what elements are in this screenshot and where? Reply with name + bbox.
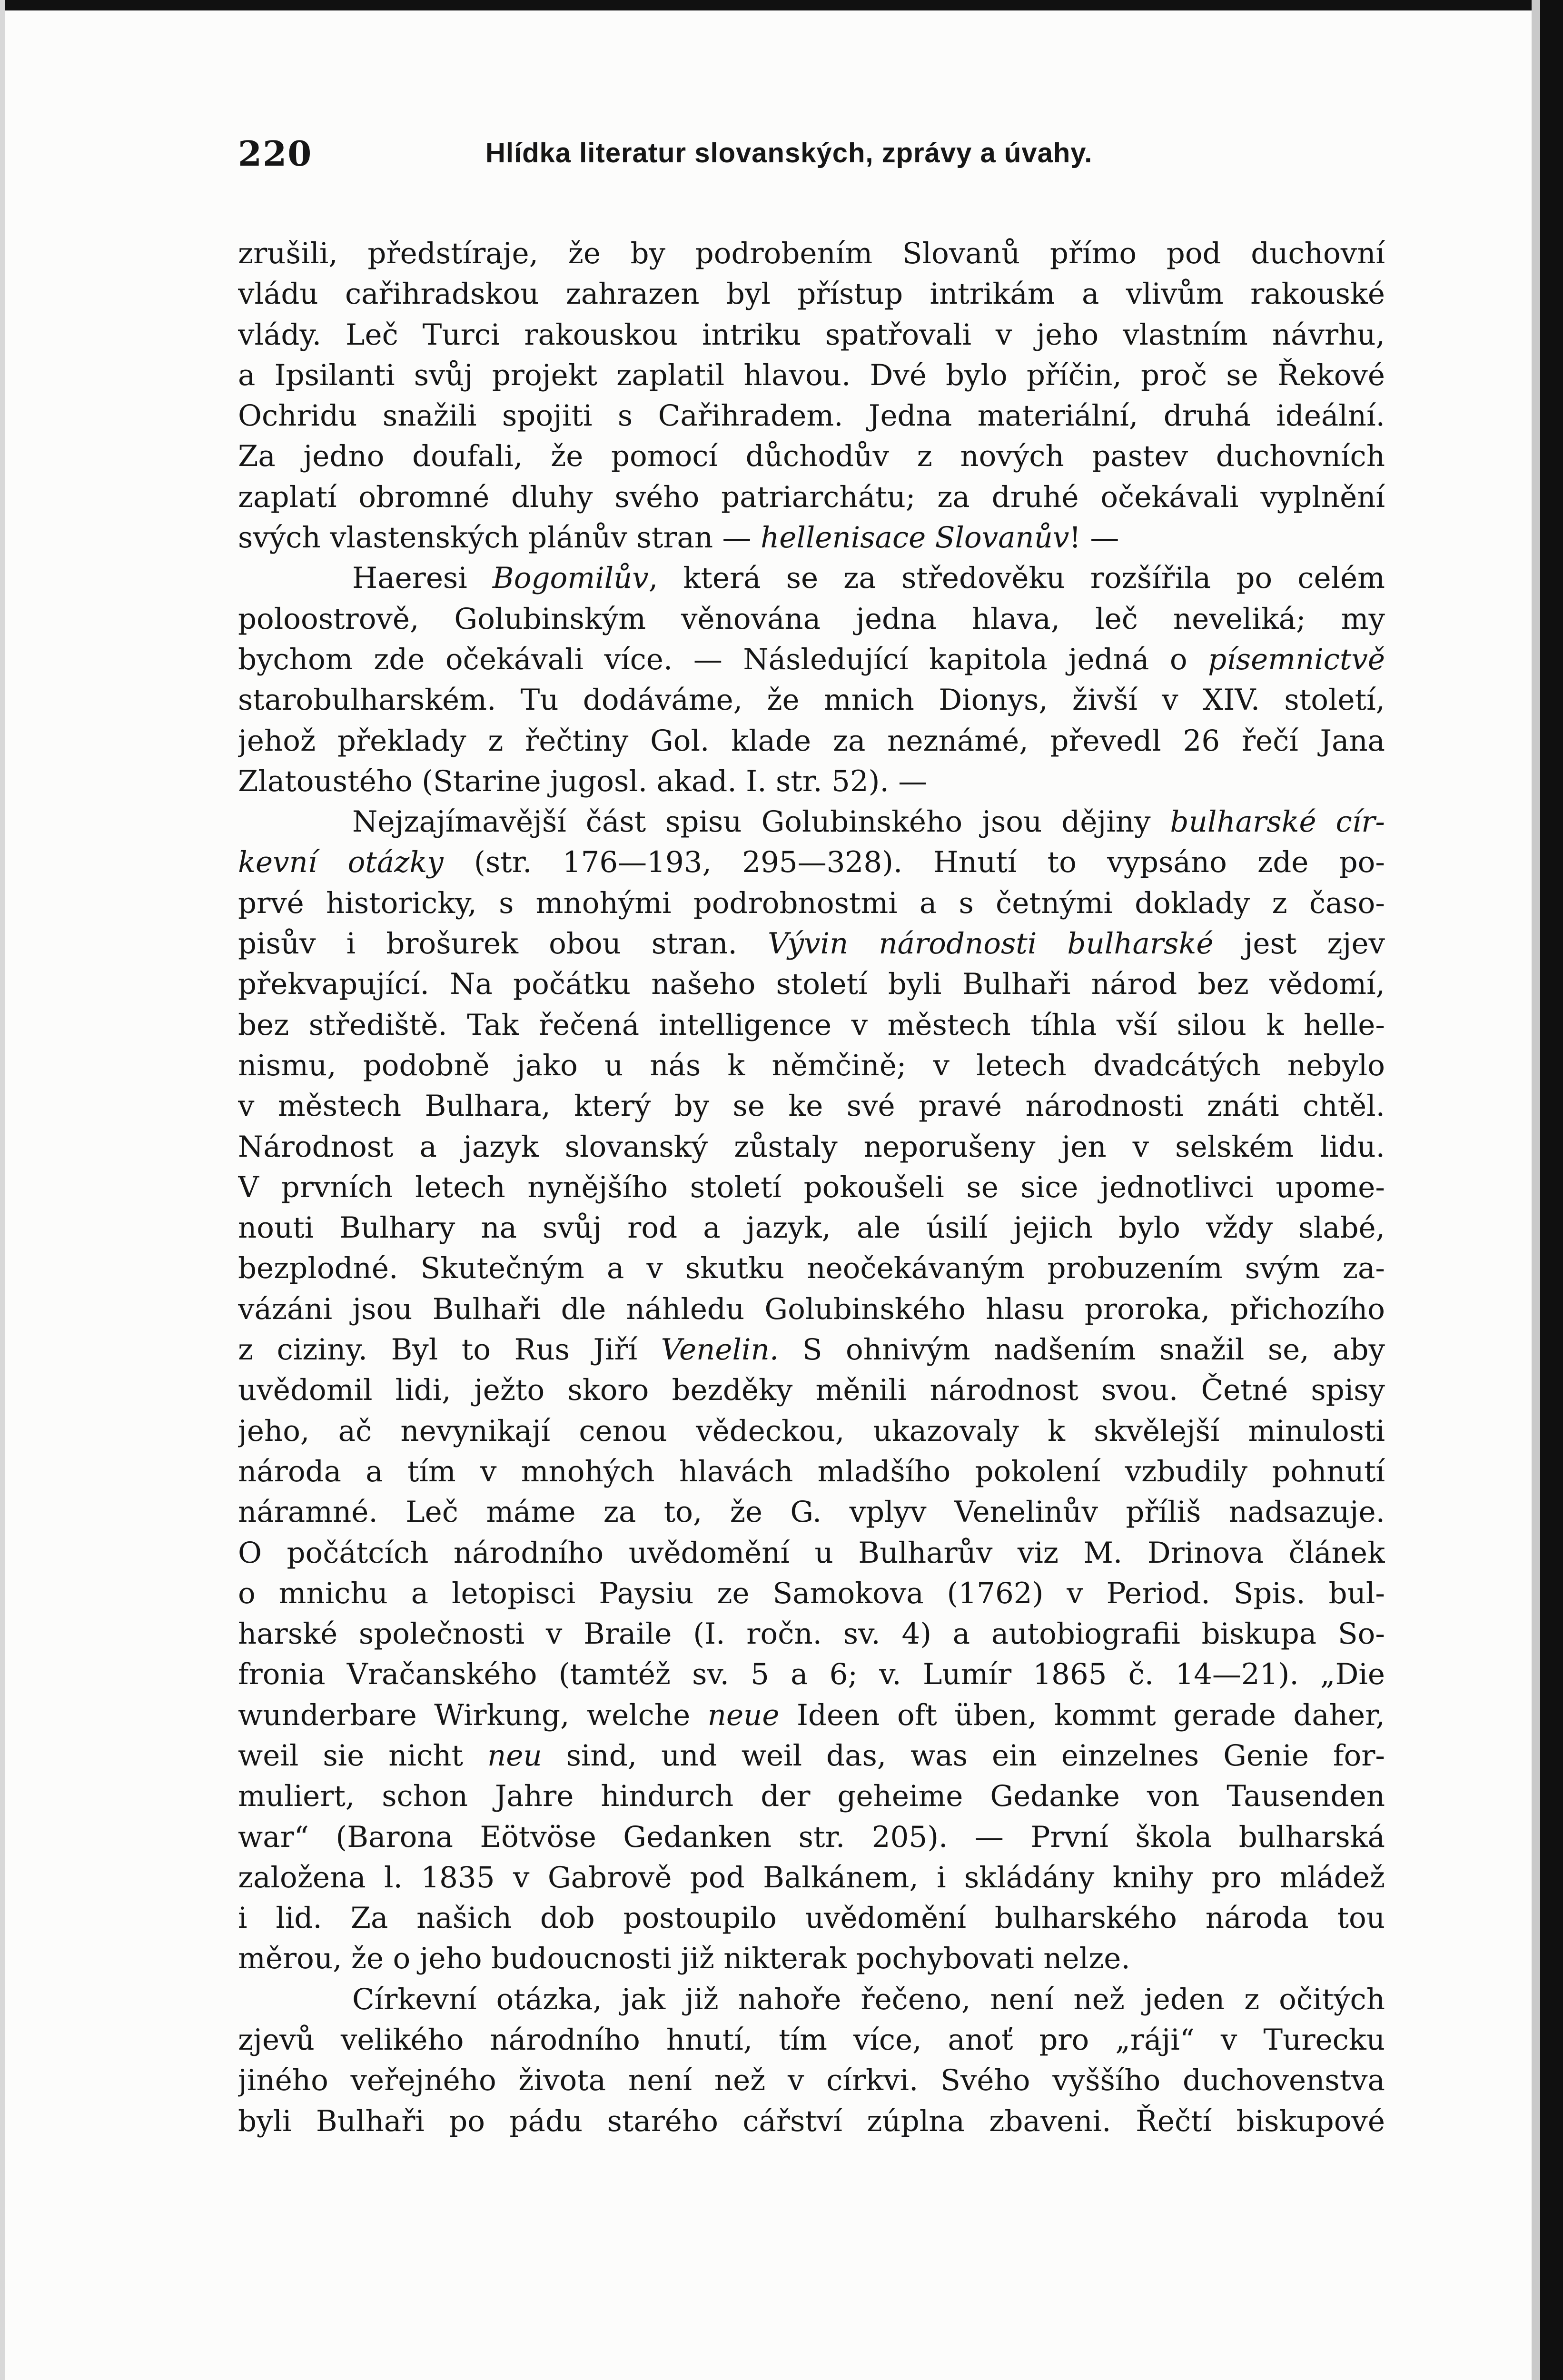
text-line: i lid. Za našich dob postoupilo uvědomění bulharského národa tou xyxy=(238,1901,1385,1935)
italic-phrase: kevní otázky xyxy=(238,845,444,880)
text-line: Národnost a jazyk slovanský zůstaly neporušeny jen v selském lidu. xyxy=(238,1130,1385,1164)
text-line: vládu cařihradskou zahrazen byl přístup intrikám a vlivům rakouské xyxy=(238,277,1385,311)
text-line: v městech Bulhara, který by se ke své pravé národnosti znáti chtěl. xyxy=(238,1089,1385,1123)
text-line: nismu, podobně jako u nás k němčině; v letech dvadcátých nebylo xyxy=(238,1048,1385,1082)
italic-phrase: Bogomilův xyxy=(492,561,649,595)
text-line: z ciziny. Byl to Rus Jiří Venelin. S ohnivým nadšením snažil se, aby xyxy=(238,1333,1385,1367)
italic-phrase: hellenisace Slovanův xyxy=(760,521,1069,555)
text-line: založena l. 1835 v Gabrově pod Balkánem, i skládány knihy pro mládež xyxy=(238,1860,1385,1894)
text-line: starobulharském. Tu dodáváme, že mnich Dionys, živší v XIV. století, xyxy=(238,683,1385,717)
text-line: jiného veřejného života není než v církvi. Svého vyššího duchovenstva xyxy=(238,2063,1385,2098)
italic-phrase: Venelin. xyxy=(661,1333,779,1367)
text-line: národa a tím v mnohých hlavách mladšího pokolení vzbudily pohnutí xyxy=(238,1454,1385,1488)
running-title: Hlídka literatur slovanských, zprávy a úvahy. xyxy=(485,138,1093,169)
scan-edge-top xyxy=(0,0,1563,10)
text-line: bezplodné. Skutečným a v skutku neočekávaným probuzením svým za- xyxy=(238,1251,1385,1286)
italic-phrase: bulharské cír- xyxy=(1170,805,1385,839)
text-line: zrušili, předstíraje, že by podrobením Slovanů přímo pod duchovní xyxy=(238,237,1385,270)
text-line: uvědomil lidi, ježto skoro bezděky měnili národnost svou. Četné spisy xyxy=(238,1373,1385,1408)
text-line: prvé historicky, s mnohými podrobnostmi a s četnými doklady z časo- xyxy=(238,886,1385,920)
text-line: Haeresi Bogomilův, která se za středověku rozšířila po celém xyxy=(352,561,1385,595)
text-line: byli Bulhaři po pádu starého cářství zúplna zbaveni. Řečtí biskupové xyxy=(238,2104,1385,2138)
text-line: Církevní otázka, jak již nahoře řečeno, není než jeden z očitých xyxy=(352,1982,1385,2016)
text-line: vázáni jsou Bulhaři dle náhledu Golubinského hlasu proroka, přichozího xyxy=(238,1292,1385,1326)
text-line: poloostrově, Golubinským věnována jedna hlava, leč neveliká; my xyxy=(238,602,1385,636)
text-line: náramné. Leč máme za to, že G. vplyv Venelinův příliš nadsazuje. xyxy=(238,1495,1385,1529)
text-line: Ochridu snažili spojiti s Cařihradem. Jedna materiální, druhá ideální. xyxy=(238,399,1385,433)
text-line: Zlatoustého (Starine jugosl. akad. I. str. 52). — xyxy=(238,764,928,798)
scan-edge-left xyxy=(0,0,5,2380)
text-line: Za jedno doufali, že pomocí důchodův z nových pastev duchovních xyxy=(238,439,1385,474)
page-number: 220 xyxy=(238,133,313,174)
text-line: fronia Vračanského (tamtéž sv. 5 a 6; v. Lumír 1865 č. 14—21). „Die xyxy=(238,1657,1385,1692)
text-line: harské společnosti v Braile (I. ročn. sv. 4) a autobiografii biskupa So- xyxy=(238,1617,1385,1651)
text-line: zjevů velikého národního hnutí, tím více, anoť pro „ráji“ v Turecku xyxy=(238,2023,1385,2057)
body-text xyxy=(238,233,1385,2142)
italic-phrase: Vývin národnosti bulharské xyxy=(768,927,1214,961)
italic-phrase: neue xyxy=(707,1698,780,1732)
text-line: vlády. Leč Turci rakouskou intriku spatřovali v jeho vlastním návrhu, xyxy=(238,317,1385,352)
italic-phrase: neu xyxy=(487,1738,542,1773)
text-line: svých vlastenských plánův stran — hellenisace Slovanův! — xyxy=(238,521,1119,555)
text-line: bez střediště. Tak řečená intelligence v městech tíhla vší silou k helle- xyxy=(238,1008,1385,1042)
text-line: kevní otázky (str. 176—193, 295—328). Hnutí to vypsáno zde po- xyxy=(238,845,1385,880)
text-line: Nejzajímavější část spisu Golubinského jsou dějiny bulharské cír- xyxy=(352,805,1385,839)
text-line: měrou, že o jeho budoucnosti již nikterak pochybovati nelze. xyxy=(238,1942,1130,1976)
text-line: O počátcích národního uvědomění u Bulharův viz M. Drinova článek xyxy=(238,1536,1385,1570)
text-line: V prvních letech nynějšího století pokoušeli se sice jednotlivci upome- xyxy=(238,1170,1385,1204)
text-line: a Ipsilanti svůj projekt zaplatil hlavou. Dvé bylo příčin, proč se Řekové xyxy=(238,358,1385,392)
scan-edge-right xyxy=(1540,0,1563,2380)
text-line: war“ (Barona Eötvöse Gedanken str. 205). — První škola bulharská xyxy=(238,1820,1385,1854)
text-line: pisův i brošurek obou stran. Vývin národnosti bulharské jest zjev xyxy=(238,927,1385,961)
text-line: překvapující. Na počátku našeho století byli Bulhaři národ bez vědomí, xyxy=(238,967,1385,1002)
text-line: zaplatí obromné dluhy svého patriarchátu; za druhé očekávali vyplnění xyxy=(238,480,1385,514)
text-line: muliert, schon Jahre hindurch der geheime Gedanke von Tausenden xyxy=(238,1779,1385,1814)
text-line: jehož překlady z řečtiny Gol. klade za neznámé, převedl 26 řečí Jana xyxy=(238,724,1385,758)
text-line: nouti Bulhary na svůj rod a jazyk, ale úsilí jejich bylo vždy slabé, xyxy=(238,1211,1385,1245)
scan-edge-right-light xyxy=(1532,0,1540,2380)
text-line: bychom zde očekávali více. — Následující kapitola jedná o písemnictvě xyxy=(238,642,1385,676)
page-header xyxy=(238,129,1409,186)
text-line: jeho, ač nevynikají cenou vědeckou, ukazovaly k skvělejší minulosti xyxy=(238,1414,1385,1448)
text-line: wunderbare Wirkung, welche neue Ideen oft üben, kommt gerade daher, xyxy=(238,1698,1385,1732)
text-line: weil sie nicht neu sind, und weil das, was ein einzelnes Genie for- xyxy=(238,1738,1385,1773)
italic-phrase: písemnictvě xyxy=(1208,642,1385,676)
text-line: o mnichu a letopisci Paysiu ze Samokova (1762) v Period. Spis. bul- xyxy=(238,1576,1385,1610)
